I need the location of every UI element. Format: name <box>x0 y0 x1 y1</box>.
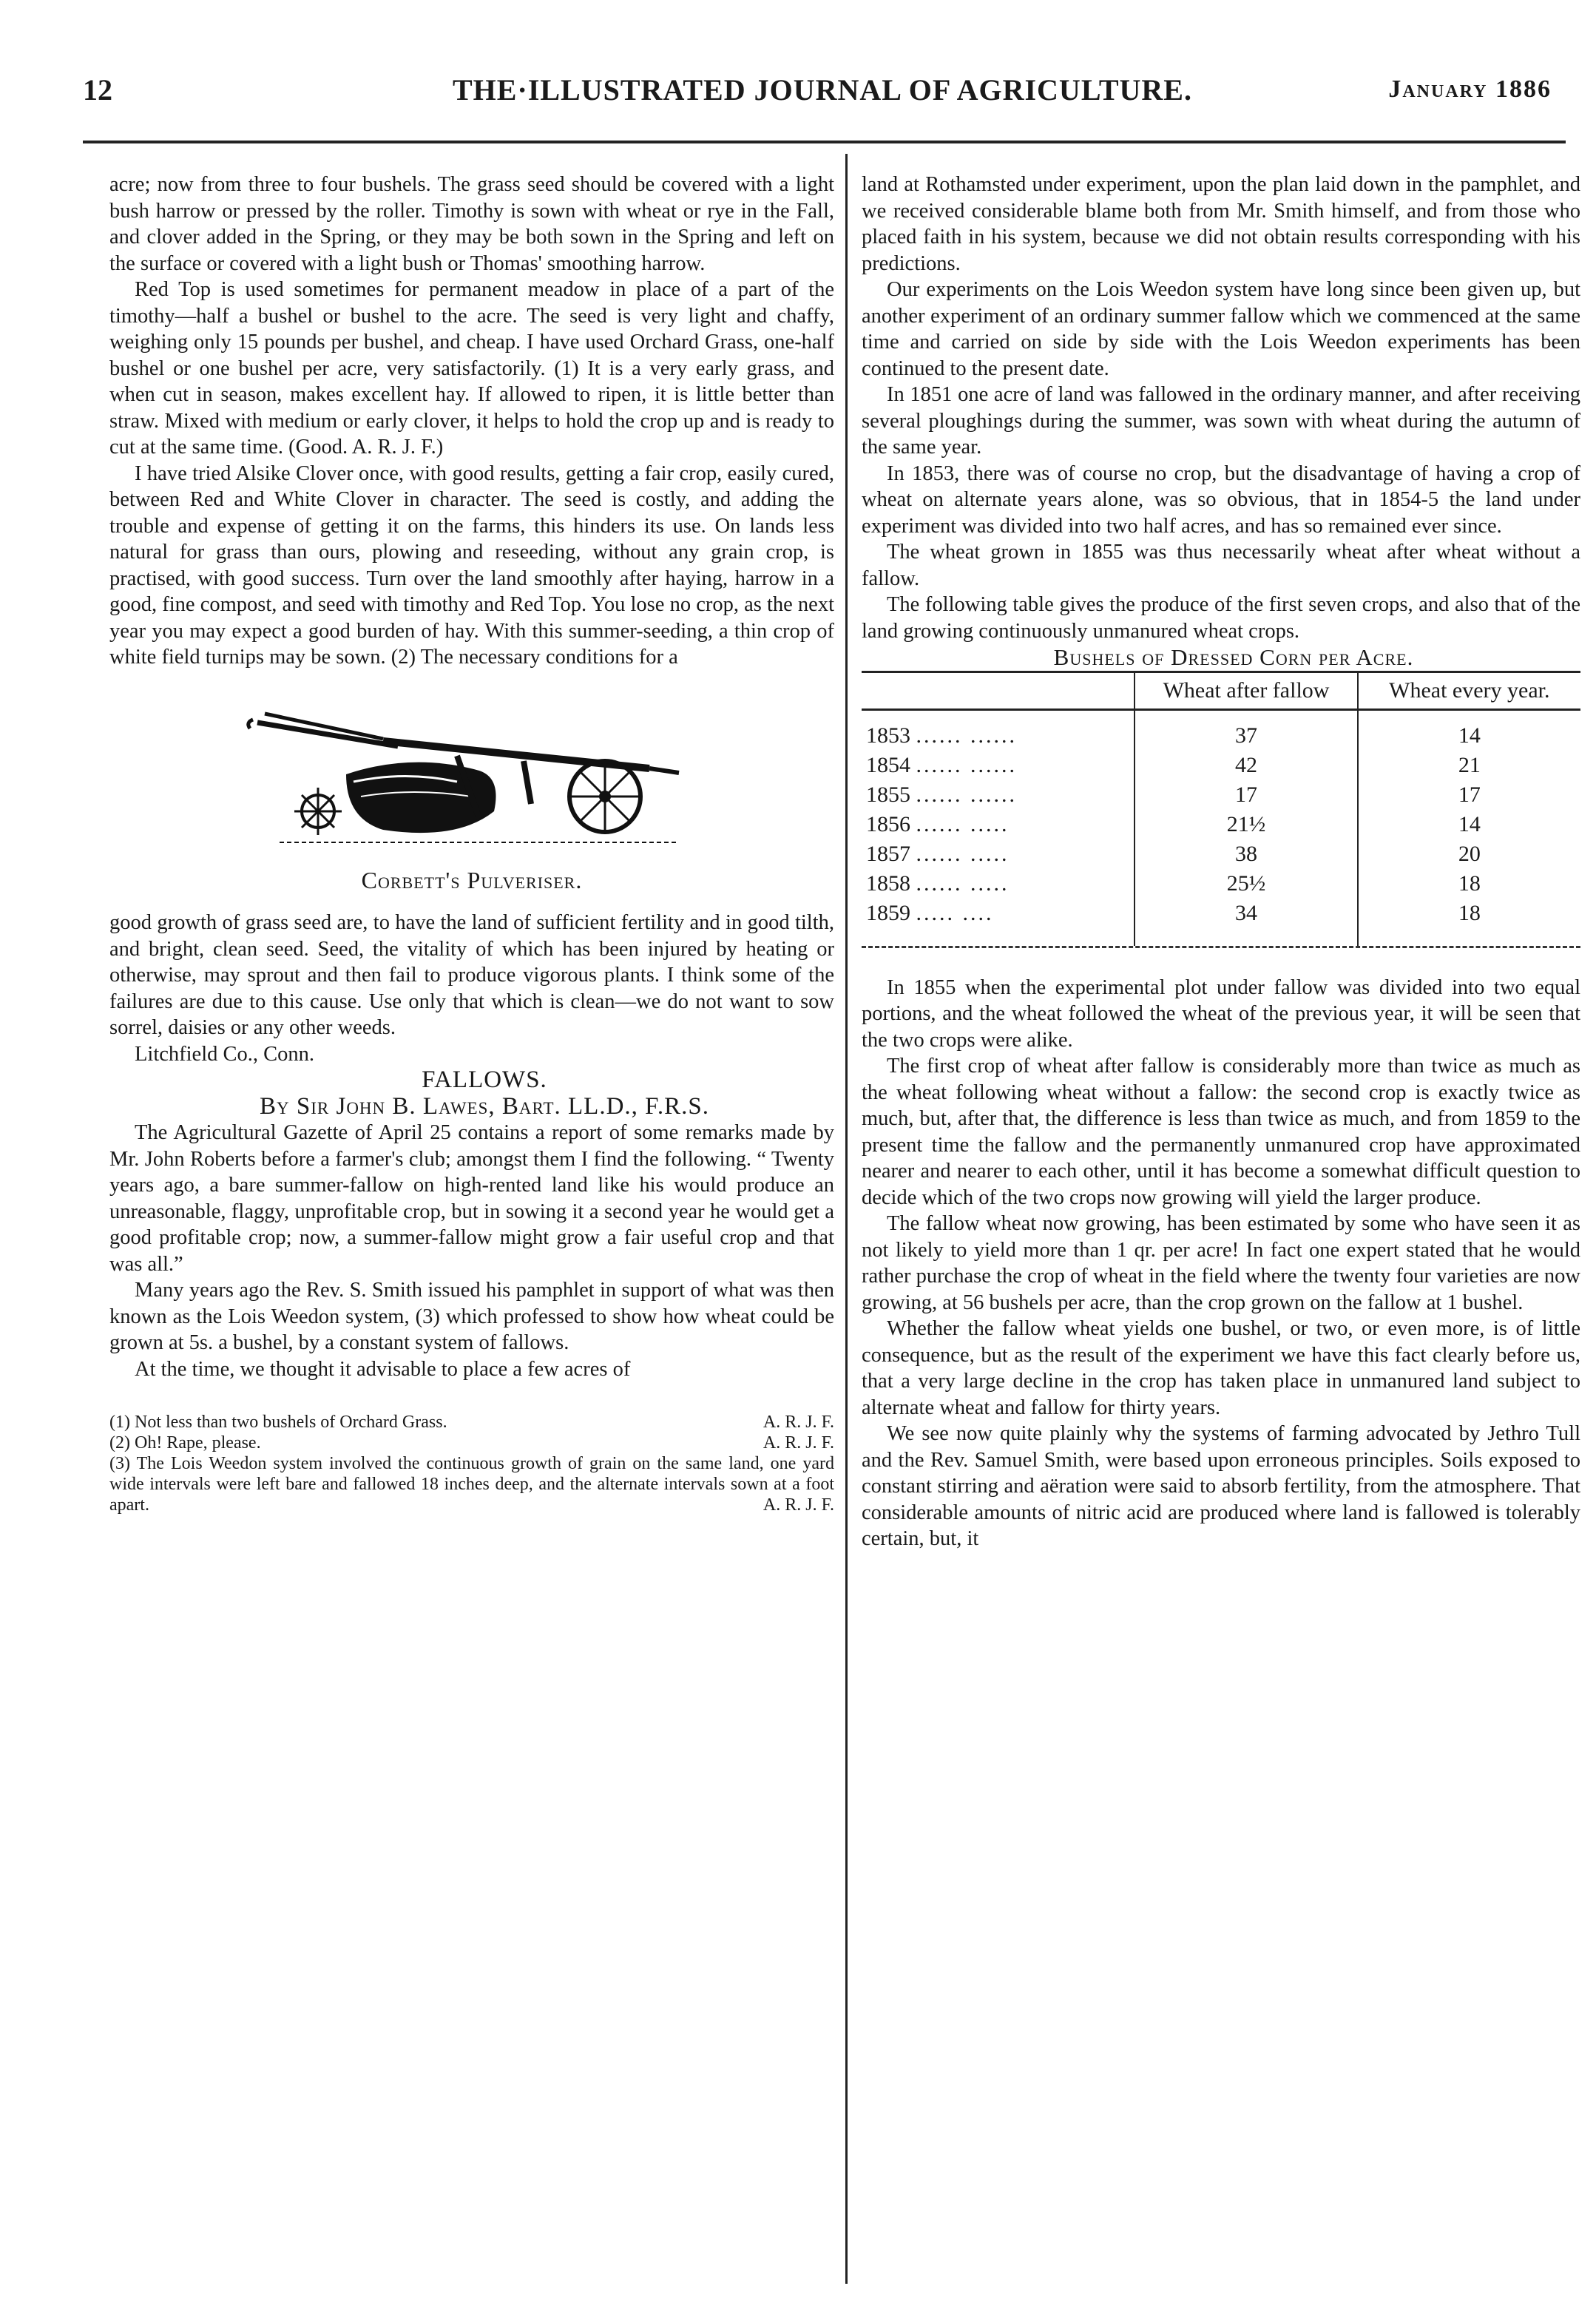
table-header-every-year: Wheat every year. <box>1358 672 1580 709</box>
row-year: 1854 <box>866 752 910 777</box>
row-year: 1857 <box>866 841 910 866</box>
table-header-after-fallow: Wheat after fallow <box>1135 672 1357 709</box>
header-rule <box>83 141 1566 143</box>
byline: By Sir John B. Lawes, Bart. LL.D., F.R.S. <box>260 1092 709 1120</box>
paragraph: In 1853, there was of course no crop, but the disadvantage of having a crop of wheat on alternate years alone, was so obvious, that in 1854-5 the land under experiment was divided into two half acres, and has so remained ever since. <box>862 461 1580 538</box>
row-after-fallow: 38 <box>1135 839 1357 869</box>
footnote-signature: A. R. J. F. <box>763 1413 834 1432</box>
row-every-year: 14 <box>1358 709 1580 751</box>
table-header-row <box>862 672 1580 709</box>
paragraph: Our experiments on the Lois Weedon system have long since been given up, but another experiment of an ordinary summer fallow which we commenced at the same time and carried on side by side with the Lois Weedon experiments has been continued to the present date. <box>862 278 1580 380</box>
row-after-fallow: 42 <box>1135 751 1357 780</box>
paragraph: The wheat grown in 1855 was thus necessarily wheat after wheat without a fallow. <box>862 541 1580 590</box>
row-after-fallow: 17 <box>1135 780 1357 810</box>
section-title: FALLOWS. <box>422 1066 547 1093</box>
row-every-year: 21 <box>1358 751 1580 780</box>
footnotes <box>109 1412 834 1515</box>
footnote-signature: A. R. J. F. <box>763 1433 834 1453</box>
footnote-text: (2) Oh! Rape, please. <box>109 1433 261 1453</box>
paragraph: The following table gives the produce of the first seven crops, and also that of the land growing continuously unmanured wheat crops. <box>862 593 1580 643</box>
row-after-fallow: 25½ <box>1135 869 1357 899</box>
journal-title: THE·ILLUSTRATED JOURNAL OF AGRICULTURE. <box>453 73 1192 106</box>
footnote-text: (1) Not less than two bushels of Orchard Grass. <box>109 1413 447 1432</box>
table-row <box>862 899 1580 946</box>
paragraph: land at Rothamsted under experiment, upon the plan laid down in the pamphlet, and we received considerable blame both from Mr. Smith himself, and from those who placed faith in his system, because we did not obtain results corresponding with his predictions. <box>862 173 1580 275</box>
row-after-fallow: 21½ <box>1135 810 1357 839</box>
paragraph: Red Top is used sometimes for permanent meadow in place of a part of the timothy—half a bushel or bushel to the acre. The seed is very light and chaffy, weighing only 15 pounds per bushel, and cheap. I have used Orchard Grass, one-half bushel or one bushel per acre, very satisfactorily. (1) It is a very early grass, and when cut in season, makes excellent hay. If allowed to ripen, it is little better than straw. Mixed with medium or early clover, it helps to hold the crop up and is ready to cut at the same time. (Good. A. R. J. F.) <box>109 278 834 459</box>
signoff: Litchfield Co., Conn. <box>135 1042 315 1066</box>
paragraph: In 1855 when the experimental plot under fallow was divided into two equal portions, and the wheat followed the wheat of the previous year, it will be seen that the two crops were alike. <box>862 975 1580 1052</box>
row-year: 1855 <box>866 782 910 807</box>
plough-illustration <box>235 700 709 856</box>
footnote <box>109 1453 834 1515</box>
row-year: 1859 <box>866 900 910 925</box>
paragraph: I have tried Alsike Clover once, with good results, getting a fair crop, easily cured, between Red and White Clover in character. The seed is costly, and adding the trouble and expense of getting it on the farms, this hinders its use. On lands less natural for grass than ours, plowing and reseeding, without any grain crop, is practised, with good success. Turn over the land smoothly after haying, harrow in a good, fine compost, and seed with timothy and Red Top. You lose no crop, as the next year you may expect a good burden of hay. With this summer-seeding, a thin crop of white field turnips may be sown. (2) The necessary conditions for a <box>109 461 834 669</box>
paragraph: In 1851 one acre of land was fallowed in the ordinary manner, and after receiving several ploughings during the summer, was sown with wheat during the autumn of the same year. <box>862 383 1580 459</box>
paragraph: good growth of grass seed are, to have the land of sufficient fertility and in good tilth, and bright, clean seed. Seed, the vitality of which has been injured by heating or otherwise, may sprout and then fail to produce vigorous plants. I think some of the failures are due to this cause. Use only that which is clean—we do not want to sow sorrel, daisies or any other weeds. <box>109 911 834 1039</box>
footnote <box>109 1412 834 1433</box>
row-leader-dots: ...... ..... <box>916 811 1010 836</box>
page-number: 12 <box>83 73 112 106</box>
row-leader-dots: ..... .... <box>916 900 994 925</box>
paragraph: Whether the fallow wheat yields one bushel, or two, or even more, is of little consequence, but as the result of the experiment we have this fact clearly before us, that a very large decline in the crop has taken place in unmanured land subject to alternate wheat and fallow for thirty years. <box>862 1317 1580 1419</box>
table-row <box>862 780 1580 810</box>
paragraph: Many years ago the Rev. S. Smith issued his pamphlet in support of what was then known as the Lois Weedon system, (3) which professed to show how wheat could be grown at 5s. a bushel, by a constant system of fallows. <box>109 1279 834 1354</box>
row-year: 1853 <box>866 723 910 748</box>
table-row <box>862 709 1580 751</box>
column-divider <box>845 154 848 2284</box>
row-every-year: 18 <box>1358 899 1580 946</box>
row-every-year: 17 <box>1358 780 1580 810</box>
paragraph: The Agricultural Gazette of April 25 contains a report of some remarks made by Mr. John Roberts before a farmer's club; amongst them I find the following. “ Twenty years ago, a bare summer-fallow on high-rented land like his would produce an unreasonable, flaggy, unprofitable crop, but in sowing it a second year he would get a good profitable crop; now, a summer-fallow might grow a fair useful crop and that was all.” <box>109 1121 834 1276</box>
row-year: 1858 <box>866 870 910 896</box>
row-every-year: 20 <box>1358 839 1580 869</box>
paragraph: The first crop of wheat after fallow is considerably more than twice as much as the wheat following wheat without a fallow: the second crop is exactly twice as much, but, after that, the difference is less than twice as much, and from 1859 to the present time the fallow and the permanently unmanured crop have approximated nearer and nearer to each other, until it has become a somewhat difficult question to decide which of the two crops now growing will yield the larger produce. <box>862 1055 1580 1209</box>
row-every-year: 14 <box>1358 810 1580 839</box>
table-header-year <box>862 672 1135 709</box>
footnote-text: (3) The Lois Weedon system involved the continuous growth of grain on the same land, one yard wide intervals were left bare and fallowed 18 inches deep, and the alternate intervals sown at a foot apart. <box>109 1454 834 1515</box>
table-row <box>862 869 1580 899</box>
issue-date: January 1886 <box>1388 75 1552 103</box>
row-after-fallow: 37 <box>1135 709 1357 751</box>
table-title: Bushels of Dressed Corn per Acre. <box>1053 644 1414 670</box>
figure-caption: Corbett's Pulveriser. <box>361 866 583 893</box>
paragraph: The fallow wheat now growing, has been estimated by some who have seen it as not likely to yield more than 1 qr. per acre! In fact one expert stated that he would rather purchase the crop of wheat in the field where the twenty four varieties are now growing, at 56 bushels per acre, than the crop grown on the fallow at 1 bushel. <box>862 1212 1580 1314</box>
row-every-year: 18 <box>1358 869 1580 899</box>
produce-table <box>862 671 1580 946</box>
row-leader-dots: ...... ...... <box>916 782 1017 807</box>
footnote-signature: A. R. J. F. <box>763 1495 834 1515</box>
table-row <box>862 810 1580 839</box>
table-row <box>862 839 1580 869</box>
left-column <box>109 172 834 1515</box>
row-year: 1856 <box>866 811 910 836</box>
row-leader-dots: ...... ..... <box>916 841 1010 866</box>
row-leader-dots: ...... ..... <box>916 870 1010 896</box>
pulveriser-figure <box>109 700 834 894</box>
paragraph: acre; now from three to four bushels. The grass seed should be covered with a light bush harrow or pressed by the roller. Timothy is sown with wheat or rye in the Fall, and clover added in the Spring, or they may be both sown in the Spring and left on the surface or covered with a light bush or Thomas' smoothing harrow. <box>109 173 834 275</box>
right-column <box>862 172 1580 1552</box>
paragraph: At the time, we thought it advisable to place a few acres of <box>135 1357 631 1381</box>
row-after-fallow: 34 <box>1135 899 1357 946</box>
footnote <box>109 1433 834 1453</box>
row-leader-dots: ...... ...... <box>916 723 1017 748</box>
table-bottom-rule <box>862 946 1580 948</box>
page-header <box>83 72 1552 117</box>
row-leader-dots: ...... ...... <box>916 752 1017 777</box>
table-row <box>862 751 1580 780</box>
paragraph: We see now quite plainly why the systems of farming advocated by Jethro Tull and the Rev. Samuel Smith, were based upon erroneous principles. Soils exposed to constant stirring and aëration were said to absorb fertility, from the atmosphere. That considerable amounts of nitric acid are produced where land is fallowed is tolerably certain, but, it <box>862 1422 1580 1550</box>
